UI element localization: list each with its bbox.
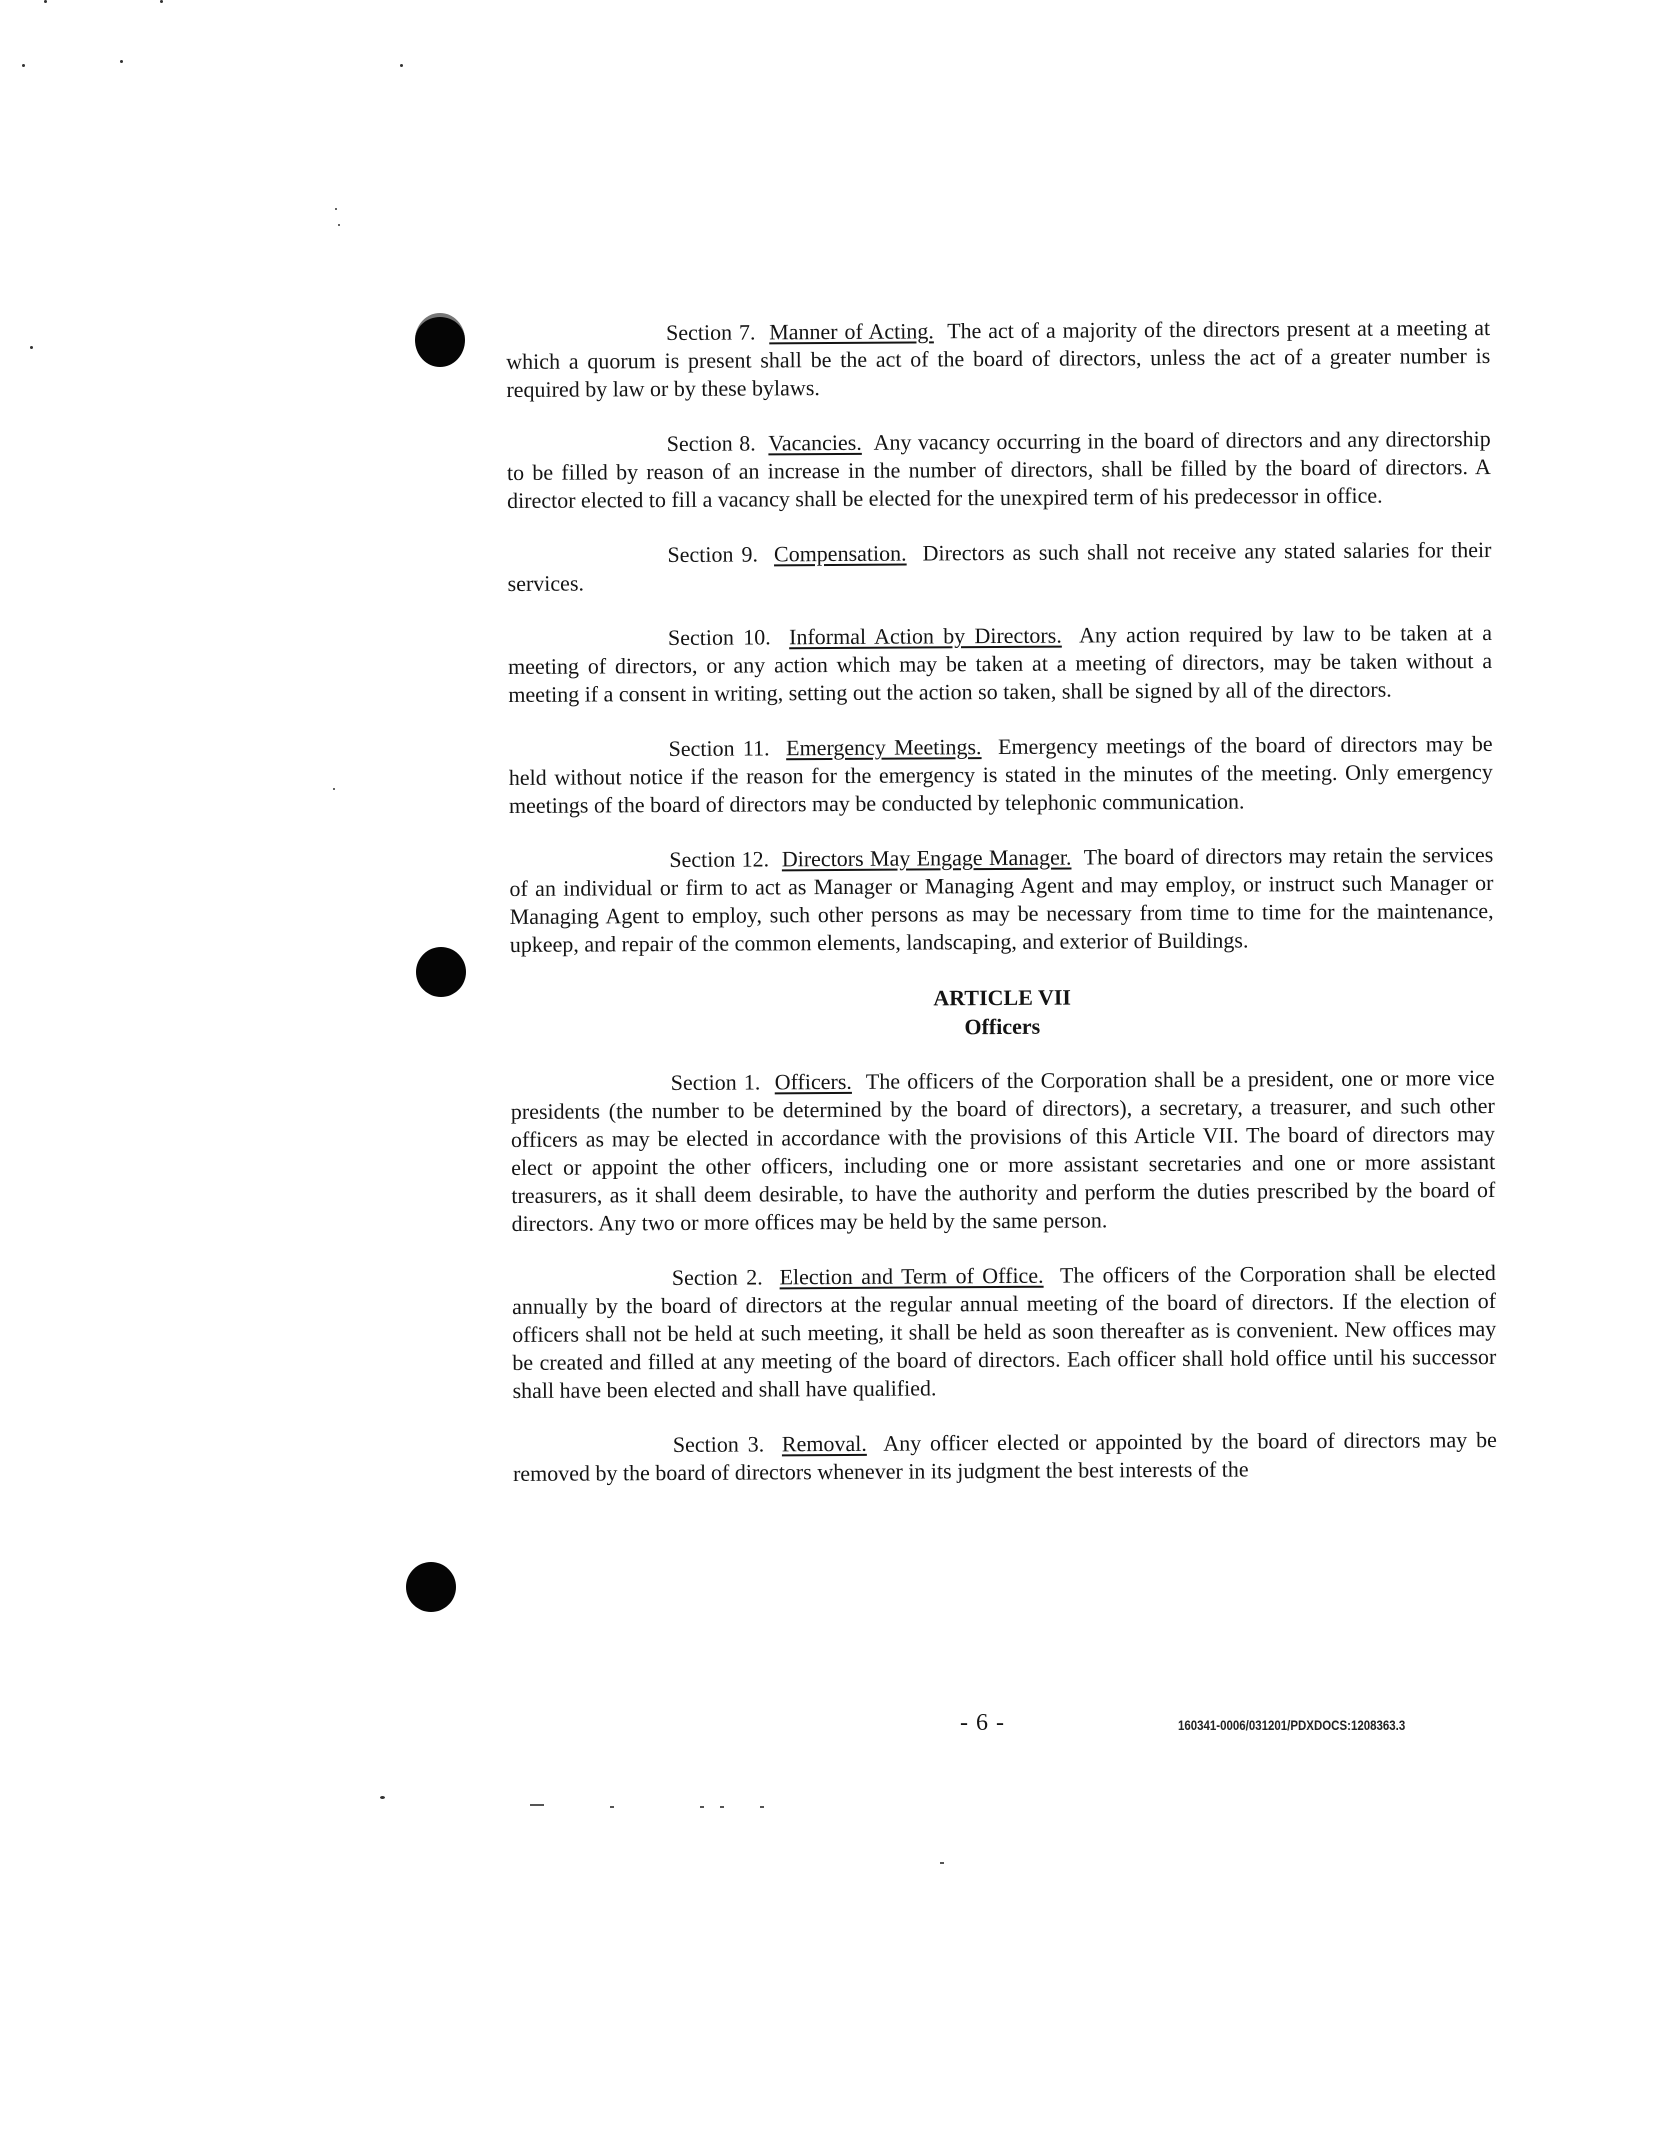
scan-speck bbox=[30, 346, 33, 349]
scan-speck bbox=[160, 0, 163, 3]
scan-speck bbox=[338, 224, 340, 226]
scan-speck bbox=[940, 1862, 944, 1864]
officers-section-3 bbox=[513, 1426, 1497, 1488]
section-7 bbox=[506, 314, 1490, 404]
punch-hole-middle bbox=[416, 947, 466, 997]
section-10 bbox=[508, 619, 1492, 709]
section-body: The officers of the Corporation shall be a president, one or more vice presidents (the number to be determined by the board of directors), a secretary, a treasurer, and such other officers as may be elected in accordance with the provisions of this Article VII. The board of directors may elect or appoint the other officers, including one or more assistant secretaries and one or more assistant treasurers, as it shall deem desirable, to have the authority and perform the duties prescribed by the board of directors. Any two or more offices may be held by the same person. bbox=[510, 1064, 1496, 1236]
scan-speck bbox=[120, 60, 123, 63]
section-body: Directors as such shall not receive any stated salaries for their services. bbox=[507, 536, 1492, 596]
scan-speck bbox=[700, 1806, 704, 1808]
section-number: Section 12. bbox=[669, 846, 770, 873]
body-text bbox=[506, 314, 1497, 1515]
section-body: The act of a majority of the directors present at a meeting at which a quorum is present shall be the act of the board of directors, unless the act of a greater number is required by law or by these bylaws. bbox=[506, 314, 1491, 402]
section-title: Vacancies. bbox=[768, 429, 862, 456]
section-number: Section 1. bbox=[670, 1069, 761, 1096]
scan-speck bbox=[380, 1796, 385, 1799]
section-title: Manner of Acting. bbox=[769, 318, 934, 345]
section-12 bbox=[509, 841, 1494, 959]
section-body: Any vacancy occurring in the board of directors and any directorship to be filled by reason of an increase in the number of directors, shall be filled by the board of directors. A director elected to fill a vacancy shall be elected for the unexpired term of his predecessor in office. bbox=[506, 425, 1491, 513]
section-number: Section 10. bbox=[667, 624, 771, 651]
section-body: Any action required by law to be taken at a meeting of directors, or any action which may be taken at a meeting of directors, may be taken without a meeting if a consent in writing, setting out the action so taken, shall be signed by all of the directors. bbox=[508, 619, 1493, 707]
section-body: Any officer elected or appointed by the board of directors may be removed by the board of directors whenever in its judgment the best interests of the bbox=[512, 1426, 1497, 1486]
section-9 bbox=[507, 536, 1491, 598]
scan-speck bbox=[530, 1804, 544, 1806]
section-number: Section 7. bbox=[666, 319, 756, 346]
section-title: Emergency Meetings. bbox=[786, 734, 982, 761]
punch-hole-bottom bbox=[406, 1562, 456, 1612]
scan-speck bbox=[333, 788, 335, 790]
section-title: Informal Action by Directors. bbox=[789, 622, 1062, 650]
section-title: Officers. bbox=[774, 1068, 852, 1095]
scan-speck bbox=[22, 64, 25, 67]
section-title: Compensation. bbox=[773, 540, 907, 567]
article-title: Officers bbox=[964, 1013, 1041, 1040]
article-heading bbox=[510, 980, 1494, 1044]
section-body: Emergency meetings of the board of directors may be held without notice if the reason for the emergency is stated in the minutes of the meeting. Only emergency meetings of the board of directors may be conducted by telephonic communication. bbox=[508, 730, 1493, 818]
section-title: Election and Term of Office. bbox=[779, 1262, 1044, 1290]
section-number: Section 2. bbox=[671, 1264, 763, 1291]
section-body: The board of directors may retain the services of an individual or firm to act as Manager or Managing Agent and may employ, or instruct such Manager or Managing Agent to employ, such other persons as may be necessary from time to time for the maintenance, upkeep, and repair of the common elements, landscaping, and exterior of Buildings. bbox=[509, 841, 1494, 957]
officers-section-2 bbox=[512, 1259, 1497, 1405]
section-title: Directors May Engage Manager. bbox=[781, 844, 1072, 872]
page-number: - 6 - bbox=[960, 1710, 1005, 1736]
section-11 bbox=[509, 730, 1493, 820]
section-8 bbox=[507, 425, 1491, 515]
scan-speck bbox=[720, 1806, 724, 1808]
scan-speck bbox=[760, 1806, 764, 1808]
punch-hole-top bbox=[415, 313, 465, 367]
article-number: ARTICLE VII bbox=[933, 984, 1072, 1011]
section-body: The officers of the Corporation shall be elected annually by the board of directors at the regular annual meeting of the board of directors. If the election of officers shall not be held at such meeting, it shall be held as soon thereafter as is convenient. New offices may be created and filled at any meeting of the board of directors. Each officer shall hold office until his successor shall have been elected and shall have qualified. bbox=[511, 1259, 1497, 1403]
scan-speck bbox=[400, 64, 403, 67]
officers-section-1 bbox=[511, 1064, 1496, 1238]
section-number: Section 8. bbox=[666, 430, 756, 457]
section-number: Section 9. bbox=[667, 541, 759, 568]
scan-speck bbox=[335, 208, 337, 210]
section-number: Section 3. bbox=[672, 1431, 765, 1458]
scan-speck bbox=[44, 0, 47, 3]
section-title: Removal. bbox=[781, 1430, 867, 1457]
section-number: Section 11. bbox=[668, 735, 770, 762]
document-id: 160341-0006/031201/PDXDOCS:1208363.3 bbox=[1178, 1717, 1406, 1733]
scan-speck bbox=[610, 1806, 614, 1808]
